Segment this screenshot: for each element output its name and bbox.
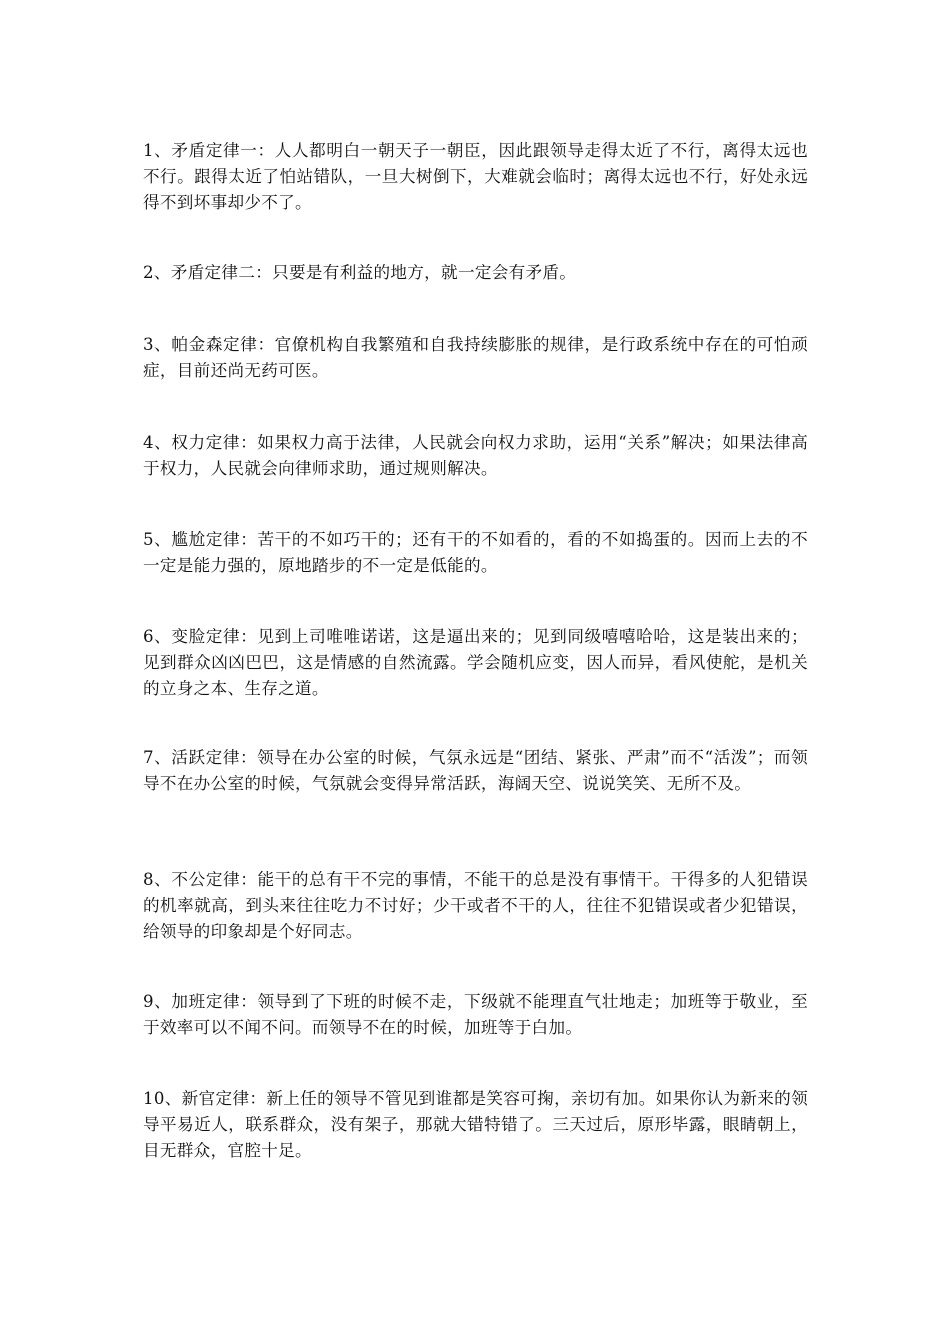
paragraph-1: 1、矛盾定律一：人人都明白一朝天子一朝臣，因此跟领导走得太近了不行，离得太远也不行。跟得太近了怕站错队，一旦大树倒下，大难就会临时；离得太远也不行，好处永远得不到坏事却少不了。 xyxy=(143,141,808,212)
paragraph-4: 4、权力定律：如果权力高于法律，人民就会向权力求助，运用“关系”解决；如果法律高于权力，人民就会向律师求助，通过规则解决。 xyxy=(143,433,808,478)
paragraph-7: 7、活跃定律：领导在办公室的时候，气氛永远是“团结、紧张、严肃”而不“活泼”；而领导不在办公室的时候，气氛就会变得异常活跃，海阔天空、说说笑笑、无所不及。 xyxy=(143,748,808,793)
paragraph-8: 8、不公定律：能干的总有干不完的事情，不能干的总是没有事情干。干得多的人犯错误的机率就高，到头来往往吃力不讨好；少干或者不干的人，往往不犯错误或者少犯错误，给领导的印象却是个好同志。 xyxy=(143,870,808,941)
paragraph-5: 5、尴尬定律：苦干的不如巧干的；还有干的不如看的，看的不如捣蛋的。因而上去的不一定是能力强的，原地踏步的不一定是低能的。 xyxy=(143,530,808,575)
paragraph-9: 9、加班定律：领导到了下班的时候不走，下级就不能理直气壮地走；加班等于敬业，至于效率可以不闻不问。而领导不在的时候，加班等于白加。 xyxy=(143,992,808,1037)
paragraph-2: 2、矛盾定律二：只要是有利益的地方，就一定会有矛盾。 xyxy=(143,263,577,282)
paragraph-6: 6、变脸定律：见到上司唯唯诺诺，这是逼出来的；见到同级嘻嘻哈哈，这是装出来的；见到群众凶凶巴巴，这是情感的自然流露。学会随机应变，因人而异，看风使舵，是机关的立身之本、生存之道。 xyxy=(143,627,808,698)
paragraph-10: 10、新官定律：新上任的领导不管见到谁都是笑容可掬，亲切有加。如果你认为新来的领导平易近人，联系群众，没有架子，那就大错特错了。三天过后，原形毕露，眼睛朝上，目无群众，官腔十足。 xyxy=(143,1089,808,1160)
paragraph-3: 3、帕金森定律：官僚机构自我繁殖和自我持续膨胀的规律，是行政系统中存在的可怕顽症，目前还尚无药可医。 xyxy=(143,335,808,380)
